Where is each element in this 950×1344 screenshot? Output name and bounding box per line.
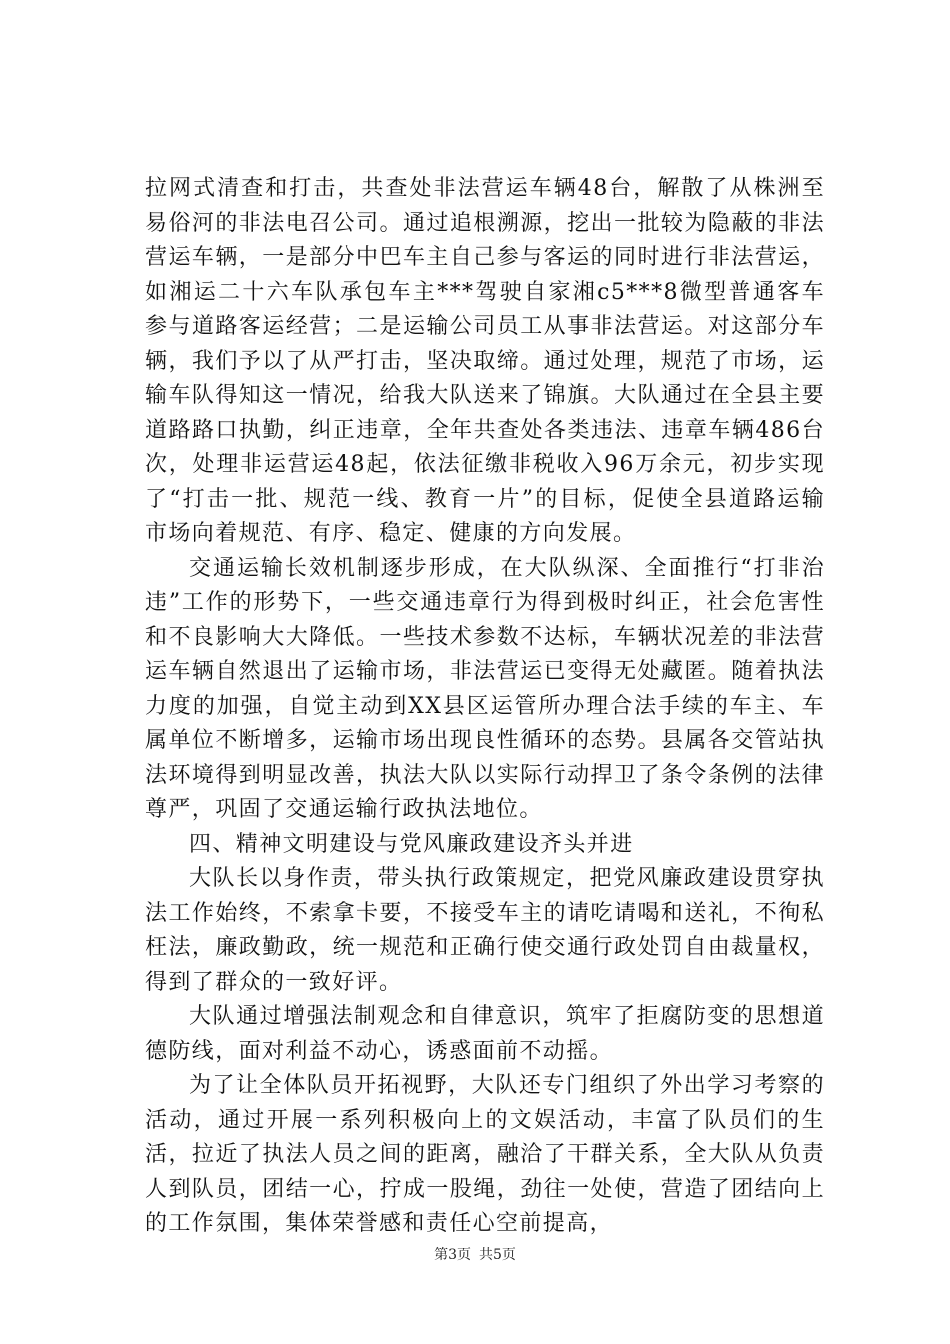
paragraph: 为了让全体队员开拓视野，大队还专门组织了外出学习考察的活动，通过开展一系列积极向上的文娱活动，丰富了队员们的生活，拉近了执法人员之间的距离，融洽了干群关系，全大队从负责人到队员，团结一心，拧成一股绳，劲往一处使，营造了团结向上的工作氛围，集体荣誉感和责任心空前提高， [145,1073,825,1236]
section-heading: 四、精神文明建设与党风廉政建设齐头并进 [189,831,634,857]
page-footer [0,1245,950,1265]
document-body [145,172,825,1242]
page-total: 共5页 [479,1247,516,1263]
paragraph: 大队长以身作责，带头执行政策规定，把党风廉政建设贯穿执法工作始终，不索拿卡要，不接受车主的请吃请喝和送礼，不徇私枉法，廉政勤政，统一规范和正确行使交通行政处罚自由裁量权，得到了群众的一致好评。 [145,866,825,995]
paragraph: 大队通过增强法制观念和自律意识，筑牢了拒腐防变的思想道德防线，面对利益不动心，诱惑面前不动摇。 [145,1004,825,1064]
page-number: 第3页 [434,1247,471,1263]
paragraph: 交通运输长效机制逐步形成，在大队纵深、全面推行“打非治违”工作的形势下，一些交通违章行为得到极时纠正，社会危害性和不良影响大大降低。一些技术参数不达标，车辆状况差的非法营运车辆自然退出了运输市场，非法营运已变得无处藏匿。随着执法力度的加强，自觉主动到XX县区运管所办理合法手续的车主、车属单位不断增多，运输市场出现良性循环的态势。县属各交管站执法环境得到明显改善，执法大队以实际行动捍卫了条令条例的法律尊严，巩固了交通运输行政执法地位。 [145,555,825,822]
paragraph: 拉网式清查和打击，共查处非法营运车辆48台，解散了从株洲至易俗河的非法电召公司。通过追根溯源，挖出一批较为隐蔽的非法营运车辆，一是部分中巴车主自己参与客运的同时进行非法营运，如湘运二十六车队承包车主***驾驶自家湘c5***8微型普通客车参与道路客运经营；二是运输公司员工从事非法营运。对这部分车辆，我们予以了从严打击，坚决取缔。通过处理，规范了市场，运输车队得知这一情况，给我大队送来了锦旗。大队通过在全县主要道路路口执勤，纠正违章，全年共查处各类违法、违章车辆486台次，处理非运营运48起，依法征缴非税收入96万余元，初步实现了“打击一批、规范一线、教育一片”的目标，促使全县道路运输市场向着规范、有序、稳定、健康的方向发展。 [145,176,825,546]
